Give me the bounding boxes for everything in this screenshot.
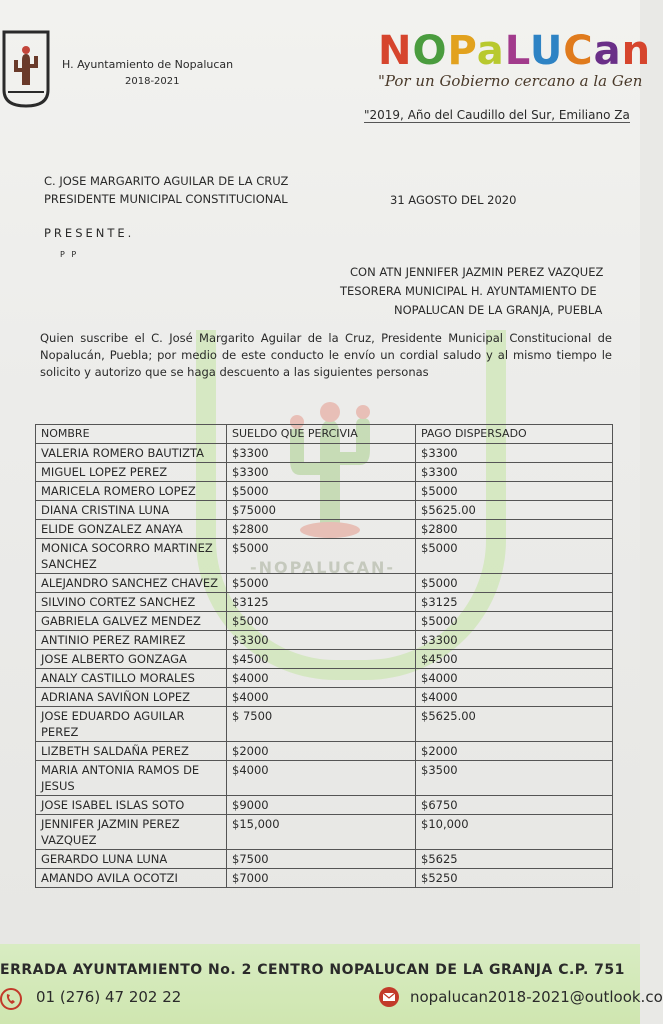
cell-nombre: ALEJANDRO SANCHEZ CHAVEZ — [36, 574, 227, 593]
table-row — [36, 593, 613, 612]
header-nombre: NOMBRE — [36, 425, 227, 444]
cell-sueldo: $7000 — [227, 869, 416, 888]
table-row — [36, 574, 613, 593]
cell-pago: $3300 — [416, 444, 613, 463]
municipal-seal-icon — [2, 30, 50, 108]
cell-sueldo: $3300 — [227, 444, 416, 463]
cell-sueldo: $4000 — [227, 669, 416, 688]
table-row — [36, 520, 613, 539]
cell-pago: $5625.00 — [416, 501, 613, 520]
cell-sueldo: $4000 — [227, 688, 416, 707]
cell-sueldo: $2000 — [227, 742, 416, 761]
cell-sueldo: $75000 — [227, 501, 416, 520]
footer-address: ERRADA AYUNTAMIENTO No. 2 CENTRO NOPALUCAN DE LA GRANJA C.P. 751 — [0, 962, 625, 978]
footer-phone: 01 (276) 47 202 22 — [36, 988, 182, 1006]
ayuntamiento-name: H. Ayuntamiento de Nopalucan — [62, 58, 234, 71]
cell-sueldo: $15,000 — [227, 815, 416, 850]
cell-pago: $3300 — [416, 631, 613, 650]
cell-nombre: ADRIANA SAVIÑON LOPEZ — [36, 688, 227, 707]
cell-nombre: SILVINO CORTEZ SANCHEZ — [36, 593, 227, 612]
table-row — [36, 463, 613, 482]
table-row — [36, 761, 613, 796]
cell-sueldo: $3125 — [227, 593, 416, 612]
letter-date: 31 AGOSTO DEL 2020 — [390, 193, 517, 207]
cell-pago: $5625 — [416, 850, 613, 869]
cell-nombre: MONICA SOCORRO MARTINEZ SANCHEZ — [36, 539, 227, 574]
cell-sueldo: $5000 — [227, 539, 416, 574]
cell-pago: $4500 — [416, 650, 613, 669]
table-row — [36, 869, 613, 888]
cell-nombre: ANTINIO PEREZ RAMIREZ — [36, 631, 227, 650]
administration-years: 2018-2021 — [125, 76, 180, 87]
cell-pago: $6750 — [416, 796, 613, 815]
table-row — [36, 850, 613, 869]
cell-pago: $2000 — [416, 742, 613, 761]
cell-nombre: MARICELA ROMERO LOPEZ — [36, 482, 227, 501]
discount-table — [35, 424, 613, 888]
table-row — [36, 631, 613, 650]
table-row — [36, 796, 613, 815]
slogan: "Por un Gobierno cercano a la Gen — [378, 72, 643, 90]
atn-line-3: NOPALUCAN DE LA GRANJA, PUEBLA — [394, 303, 603, 317]
cell-nombre: GERARDO LUNA LUNA — [36, 850, 227, 869]
cell-pago: $3300 — [416, 463, 613, 482]
phone-icon — [0, 988, 22, 1010]
table-row — [36, 815, 613, 850]
table-row — [36, 482, 613, 501]
table-row — [36, 501, 613, 520]
header-sueldo: SUELDO QUE PERCIVIA — [227, 425, 416, 444]
cell-nombre: ANALY CASTILLO MORALES — [36, 669, 227, 688]
cell-pago: $4000 — [416, 688, 613, 707]
table-row — [36, 742, 613, 761]
table-row — [36, 612, 613, 631]
cell-sueldo: $9000 — [227, 796, 416, 815]
table-row — [36, 444, 613, 463]
cell-pago: $10,000 — [416, 815, 613, 850]
cell-nombre: JOSE ISABEL ISLAS SOTO — [36, 796, 227, 815]
cell-pago: $5000 — [416, 539, 613, 574]
watermark-text: -NOPALUCAN- — [250, 558, 396, 577]
cell-pago: $5000 — [416, 482, 613, 501]
cell-nombre: GABRIELA GALVEZ MENDEZ — [36, 612, 227, 631]
cell-pago: $5000 — [416, 574, 613, 593]
cell-nombre: JENNIFER JAZMIN PEREZ VAZQUEZ — [36, 815, 227, 850]
cell-nombre: LIZBETH SALDAÑA PEREZ — [36, 742, 227, 761]
cell-sueldo: $3300 — [227, 631, 416, 650]
cell-pago: $3500 — [416, 761, 613, 796]
cell-sueldo: $ 7500 — [227, 707, 416, 742]
footer-email: nopalucan2018-2021@outlook.co — [410, 988, 663, 1006]
cell-sueldo: $2800 — [227, 520, 416, 539]
table-row — [36, 539, 613, 574]
atn-line-2: TESORERA MUNICIPAL H. AYUNTAMIENTO DE — [340, 284, 597, 298]
cell-nombre: JOSE EDUARDO AGUILAR PEREZ — [36, 707, 227, 742]
footer-band — [0, 944, 640, 1024]
cell-sueldo: $4000 — [227, 761, 416, 796]
table-row — [36, 650, 613, 669]
cell-nombre: JOSE ALBERTO GONZAGA — [36, 650, 227, 669]
table-header-row — [36, 425, 613, 444]
table-row — [36, 688, 613, 707]
table-row — [36, 669, 613, 688]
mail-icon — [378, 986, 400, 1008]
cell-pago: $4000 — [416, 669, 613, 688]
pp-mark: P P — [60, 250, 79, 259]
cell-pago: $2800 — [416, 520, 613, 539]
table-row — [36, 707, 613, 742]
header-pago: PAGO DISPERSADO — [416, 425, 613, 444]
cell-pago: $5250 — [416, 869, 613, 888]
presente-label: PRESENTE. — [44, 226, 135, 240]
cell-sueldo: $5000 — [227, 612, 416, 631]
cell-nombre: AMANDO AVILA OCOTZI — [36, 869, 227, 888]
cell-nombre: DIANA CRISTINA LUNA — [36, 501, 227, 520]
cell-pago: $5000 — [416, 612, 613, 631]
year-motto: "2019, Año del Caudillo del Sur, Emiliano Za — [364, 108, 630, 122]
cell-nombre: MARIA ANTONIA RAMOS DE JESUS — [36, 761, 227, 796]
addressee-title: PRESIDENTE MUNICIPAL CONSTITUCIONAL — [44, 192, 288, 206]
addressee-name: C. JOSE MARGARITO AGUILAR DE LA CRUZ — [44, 174, 289, 188]
letter-body: Quien suscribe el C. José Margarito Aguilar de la Cruz, Presidente Municipal Constitucional de Nopalucán, Puebla; por medio de este conducto le envío un cordial saludo y al mismo tiempo le solicito y autorizo que se haga descuento a las siguientes personas — [40, 331, 612, 379]
atn-line-1: CON ATN JENNIFER JAZMIN PEREZ VAZQUEZ — [350, 265, 604, 279]
cell-sueldo: $5000 — [227, 574, 416, 593]
cell-sueldo: $3300 — [227, 463, 416, 482]
brand-logo-text: NOPaLUCan — [378, 28, 652, 74]
cell-nombre: MIGUEL LOPEZ PEREZ — [36, 463, 227, 482]
cell-nombre: VALERIA ROMERO BAUTIZTA — [36, 444, 227, 463]
cell-pago: $3125 — [416, 593, 613, 612]
cell-sueldo: $4500 — [227, 650, 416, 669]
cell-sueldo: $5000 — [227, 482, 416, 501]
cell-pago: $5625.00 — [416, 707, 613, 742]
cell-sueldo: $7500 — [227, 850, 416, 869]
cell-nombre: ELIDE GONZALEZ ANAYA — [36, 520, 227, 539]
table-body — [36, 444, 613, 888]
